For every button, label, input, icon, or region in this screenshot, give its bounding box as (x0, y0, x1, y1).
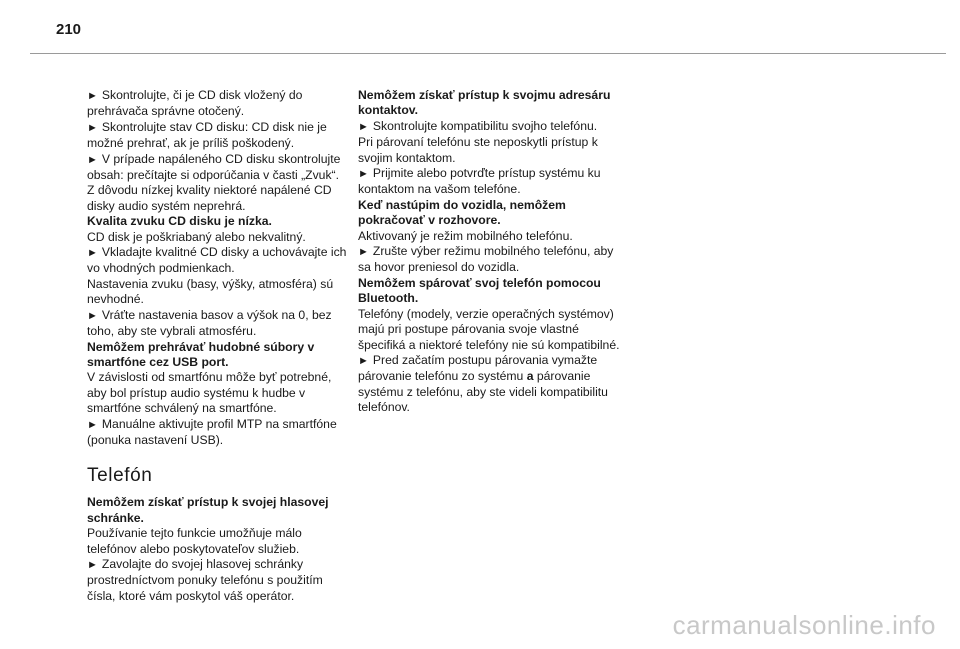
bullet-arrow-icon: ► (87, 309, 98, 322)
bullet-text: Vráťte nastavenia basov a výšok na 0, bez toho, aby ste vybrali atmosféru. (87, 307, 332, 339)
bullet-text-bold: a (526, 369, 534, 384)
bullet-text: Zavolajte do svojej hlasovej schránky prostredníctvom ponuky telefónu s použitím čísla, ktoré vám poskytol váš operátor. (87, 556, 323, 603)
bullet-arrow-icon: ► (87, 153, 98, 166)
problem-heading: Nemôžem spárovať svoj telefón pomocou Bluetooth. (358, 275, 601, 306)
bullet-text: Zrušte výber režimu mobilného telefónu, aby sa hovor preniesol do vozidla. (358, 244, 614, 275)
bullet-text: Skontrolujte stav CD disku: CD disk nie je možné prehrať, ak je príliš poškodený. (87, 119, 327, 151)
problem-heading: Nemôžem získať prístup k svojej hlasovej schránke. (87, 495, 329, 525)
bullet-text-after: párovanie systému z telefónu, aby ste videli kompatibilitu telefónov. (358, 369, 608, 415)
bullet-text: Prijmite alebo potvrďte prístup systému ku kontaktom na vašom telefóne. (358, 166, 601, 197)
bullet-item (87, 417, 349, 449)
paragraph: Z dôvodu nízkej kvality niektoré napálené CD disky audio systém neprehrá. (87, 183, 332, 213)
problem-heading: Kvalita zvuku CD disku je nízka. (87, 214, 272, 229)
right-column (358, 88, 620, 416)
bullet-item (87, 88, 349, 120)
bullet-arrow-icon: ► (358, 354, 369, 367)
bullet-arrow-icon: ► (87, 121, 98, 134)
header-rule (30, 53, 946, 54)
paragraph: Telefóny (modely, verzie operačných systémov) majú pri postupe párovania svoje vlastné špecifiká a niektoré telefóny nie sú kompatibilné. (358, 306, 620, 352)
paragraph: CD disk je poškriabaný alebo nekvalitný. (87, 229, 306, 244)
bullet-text: V prípade napáleného CD disku skontrolujte obsah: prečítajte si odporúčania v časti „Zvuk“. (87, 151, 341, 183)
paragraph: Aktivovaný je režim mobilného telefónu. (358, 228, 573, 243)
bullet-arrow-icon: ► (87, 247, 98, 260)
bullet-arrow-icon: ► (358, 120, 369, 133)
bullet-item (358, 119, 620, 135)
problem-heading: Keď nastúpim do vozidla, nemôžem pokračovať v rozhovore. (358, 197, 566, 228)
page-number: 210 (56, 21, 82, 38)
bullet-text: Skontrolujte kompatibilitu svojho telefónu. (372, 118, 598, 133)
problem-heading: Nemôžem získať prístup k svojmu adresáru kontaktov. (358, 88, 611, 118)
bullet-arrow-icon: ► (358, 246, 369, 259)
bullet-text-before: Pred začatím postupu párovania vymažte párovanie telefónu zo systému (358, 352, 598, 384)
left-column (87, 88, 349, 604)
bullet-arrow-icon: ► (87, 558, 98, 571)
bullet-item (87, 245, 349, 277)
bullet-text: Vkladajte kvalitné CD disky a uchovávajte ich vo vhodných podmienkach. (87, 245, 347, 276)
bullet-item (87, 152, 349, 184)
bullet-arrow-icon: ► (87, 90, 98, 102)
bullet-item (87, 120, 349, 152)
paragraph: V závislosti od smartfónu môže byť potrebné, aby bol prístup audio systému k hudbe v smartfóne schválený na smartfóne. (87, 370, 332, 416)
bullet-item (87, 557, 349, 604)
paragraph: Pri párovaní telefónu ste neposkytli prístup k svojim kontaktom. (358, 135, 598, 165)
bullet-arrow-icon: ► (358, 168, 369, 181)
paragraph: Nastavenia zvuku (basy, výšky, atmosféra) sú nevhodné. (87, 276, 334, 307)
bullet-item (358, 353, 620, 416)
section-heading: Telefón (87, 465, 153, 487)
watermark: carmanualsonline.info (672, 610, 936, 640)
bullet-text: Skontrolujte, či je CD disk vložený do prehrávača správne otočený. (87, 88, 303, 119)
bullet-item (358, 244, 620, 276)
bullet-arrow-icon: ► (87, 418, 98, 431)
bullet-text: Manuálne aktivujte profil MTP na smartfóne (ponuka nastavení USB). (87, 416, 337, 447)
bullet-item (87, 308, 349, 340)
problem-heading: Nemôžem prehrávať hudobné súbory v smartfóne cez USB port. (87, 339, 315, 369)
paragraph: Používanie tejto funkcie umožňuje málo telefónov alebo poskytovateľov služieb. (87, 526, 302, 556)
bullet-item (358, 166, 620, 198)
